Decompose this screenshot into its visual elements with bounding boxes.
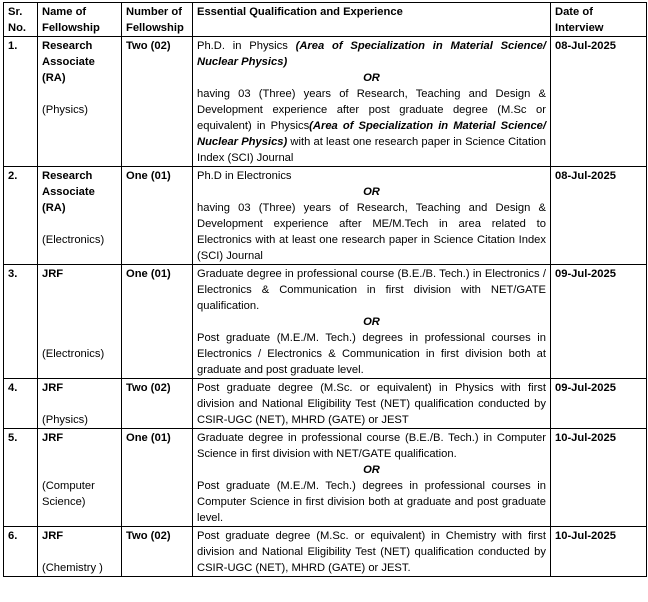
fellowship-discipline: (Physics) bbox=[42, 414, 88, 426]
table-row bbox=[4, 429, 647, 527]
specialization-text: (Area of Specialization in Material Science/ Nuclear Physics) bbox=[197, 120, 547, 148]
qualification-text: Post graduate degree (M.Sc. or equivalent) in Physics with first division and National Eligibility Test (NET) qualification conducted by CSIR-UGC (NET), MHRD (GATE) or JEST bbox=[197, 382, 546, 426]
qualification-text bbox=[197, 38, 546, 70]
number-cell: Two (02) bbox=[122, 379, 193, 429]
sr-cell: 4. bbox=[4, 379, 38, 429]
fellowship-name-cell bbox=[38, 527, 122, 577]
qualification-text: Post graduate (M.E./M. Tech.) degrees in professional courses in Electronics / Electronics & Communication in first division both at graduate and post graduate level. bbox=[197, 332, 546, 376]
qualification-text: Graduate degree in professional course (B.E./B. Tech.) in Computer Science in first division with NET/GATE qualification. bbox=[197, 432, 546, 460]
interview-date-cell: 10-Jul-2025 bbox=[551, 527, 647, 577]
fellowship-table bbox=[3, 2, 647, 577]
fellowship-name-cell bbox=[38, 37, 122, 167]
header-row bbox=[4, 3, 647, 37]
qualification-cell bbox=[193, 167, 551, 265]
qualification-text-part: Ph.D. in Physics bbox=[197, 40, 296, 52]
or-separator: OR bbox=[363, 72, 380, 84]
interview-date-cell: 09-Jul-2025 bbox=[551, 379, 647, 429]
header-qualification: Essential Qualification and Experience bbox=[193, 3, 551, 37]
specialization-text: (Area of Specialization in Material Science/ Nuclear Physics) bbox=[197, 40, 546, 68]
qualification-cell bbox=[193, 37, 551, 167]
fellowship-name: JRF bbox=[42, 268, 64, 280]
sr-cell: 6. bbox=[4, 527, 38, 577]
header-sr: Sr. No. bbox=[4, 3, 38, 37]
interview-date-cell: 09-Jul-2025 bbox=[551, 265, 647, 379]
qualification-text: Ph.D in Electronics bbox=[197, 170, 292, 182]
header-number: Number of Fellowship bbox=[122, 3, 193, 37]
number-cell: One (01) bbox=[122, 167, 193, 265]
fellowship-name-cell bbox=[38, 265, 122, 379]
fellowship-name: JRF bbox=[42, 382, 64, 394]
or-separator: OR bbox=[363, 464, 380, 476]
sr-cell: 5. bbox=[4, 429, 38, 527]
header-name: Name of Fellowship bbox=[38, 3, 122, 37]
qualification-cell bbox=[193, 429, 551, 527]
fellowship-discipline: (Electronics) bbox=[42, 348, 105, 360]
number-cell: Two (02) bbox=[122, 527, 193, 577]
fellowship-name-cell bbox=[38, 429, 122, 527]
header-date: Date of Interview bbox=[551, 3, 647, 37]
sr-cell: 1. bbox=[4, 37, 38, 167]
qualification-text: Post graduate degree (M.Sc. or equivalent) in Chemistry with first division and National Eligibility Test (NET) qualification conducted by CSIR-UGC (NET), MHRD (GATE) or JEST. bbox=[197, 530, 546, 574]
or-separator: OR bbox=[363, 186, 380, 198]
qualification-text: having 03 (Three) years of Research, Teaching and Design & Development experience after ME/M.Tech in area related to Electronics with at least one research paper in Science Citation Index (SCI) Journal bbox=[197, 202, 546, 262]
fellowship-name-cell bbox=[38, 167, 122, 265]
interview-date-cell: 08-Jul-2025 bbox=[551, 37, 647, 167]
fellowship-discipline: (Physics) bbox=[42, 104, 88, 116]
interview-date-cell: 10-Jul-2025 bbox=[551, 429, 647, 527]
qualification-text bbox=[197, 86, 546, 166]
qualification-text-part: having 03 (Three) years of Research, Teaching and Design & Development experience after post graduate degree (M.Sc or equivalent) in Physics bbox=[197, 88, 546, 132]
number-cell: Two (02) bbox=[122, 37, 193, 167]
table-row bbox=[4, 265, 647, 379]
qualification-cell bbox=[193, 527, 551, 577]
fellowship-name-cell bbox=[38, 379, 122, 429]
table-row bbox=[4, 527, 647, 577]
qualification-text: Graduate degree in professional course (B.E./B. Tech.) in Electronics / Electronics & Communication in first division with NET/GATE qualification. bbox=[197, 268, 546, 312]
interview-date-cell: 08-Jul-2025 bbox=[551, 167, 647, 265]
table-row bbox=[4, 379, 647, 429]
number-cell: One (01) bbox=[122, 265, 193, 379]
fellowship-name: JRF bbox=[42, 530, 64, 542]
fellowship-name: Research Associate (RA) bbox=[42, 170, 95, 214]
qualification-text-part: with at least one research paper in Science Citation Index (SCI) Journal bbox=[197, 136, 547, 164]
fellowship-discipline: (Electronics) bbox=[42, 234, 105, 246]
qualification-cell bbox=[193, 265, 551, 379]
fellowship-discipline: (Chemistry ) bbox=[42, 562, 103, 574]
or-separator: OR bbox=[363, 316, 380, 328]
table-row bbox=[4, 37, 647, 167]
qualification-cell bbox=[193, 379, 551, 429]
fellowship-name: JRF bbox=[42, 432, 64, 444]
fellowship-discipline: (Computer Science) bbox=[42, 480, 95, 508]
table-row bbox=[4, 167, 647, 265]
sr-cell: 3. bbox=[4, 265, 38, 379]
fellowship-name: Research Associate (RA) bbox=[42, 40, 95, 84]
sr-cell: 2. bbox=[4, 167, 38, 265]
qualification-text: Post graduate (M.E./M. Tech.) degrees in professional courses in Computer Science in first division both at graduate and post graduate level. bbox=[197, 480, 546, 524]
number-cell: One (01) bbox=[122, 429, 193, 527]
